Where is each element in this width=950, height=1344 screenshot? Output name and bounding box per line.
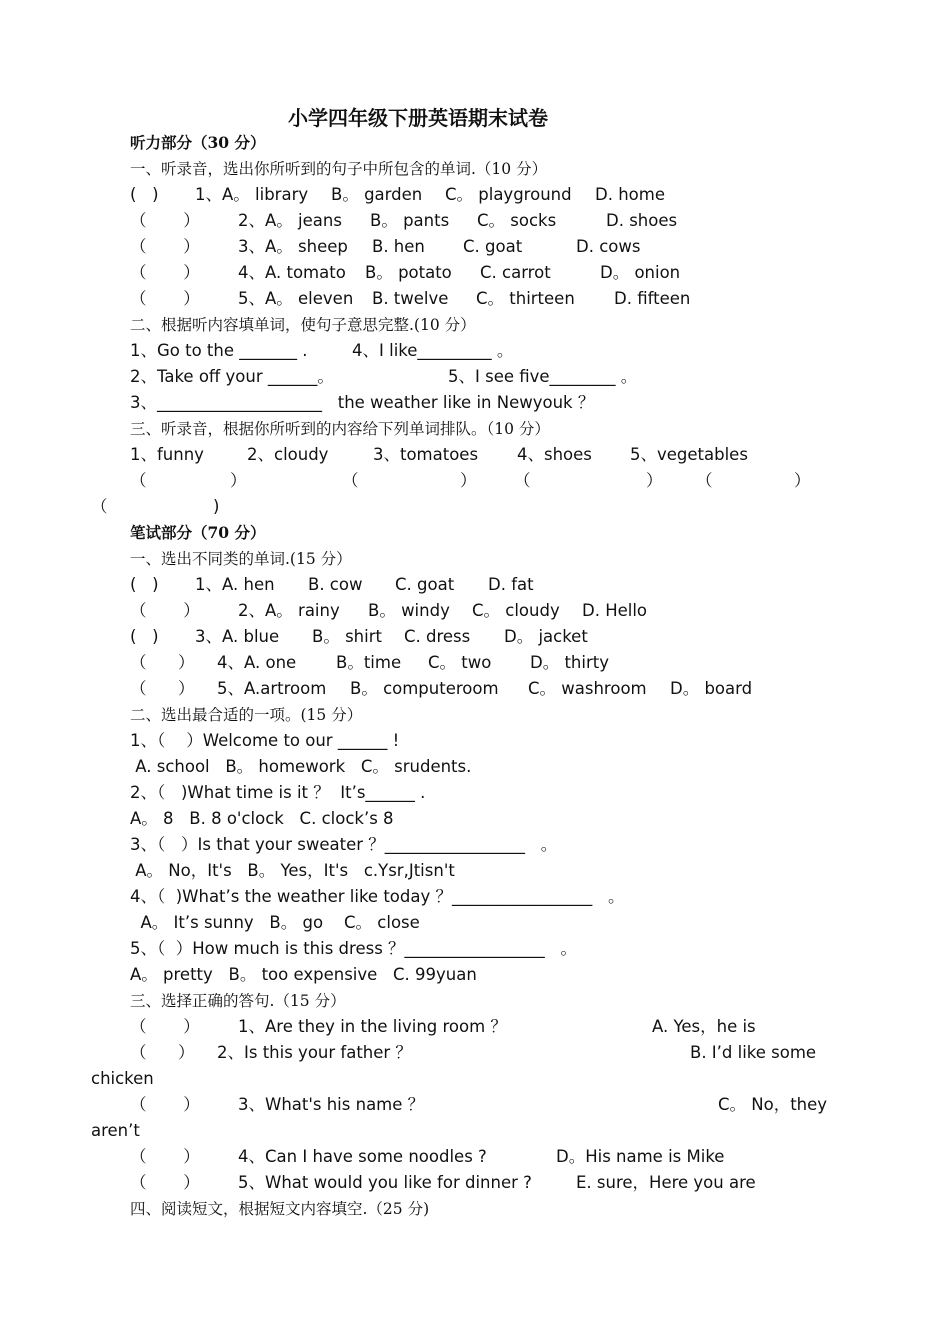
written-s3-instruction: 三、选择正确的答句.（15 分） [130, 992, 346, 1010]
answer-paren: （ ） [130, 289, 200, 308]
option-b: B。 shirt [312, 627, 382, 646]
option-c: C. goat [395, 575, 455, 594]
fill-row [130, 338, 880, 364]
option-d: D。 onion [600, 263, 681, 282]
word-item: 2、cloudy [247, 445, 329, 464]
option-c: C. carrot [480, 263, 551, 282]
mc-options-5: A。 pretty B。 too expensive C. 99yuan [130, 965, 477, 984]
option-b: B. hen [372, 237, 425, 256]
match-row [130, 1170, 880, 1196]
option-d: D. shoes [606, 211, 678, 230]
paren-open: （ [91, 497, 108, 516]
paren-close: ） [646, 471, 663, 490]
answer-paren: ( ) [130, 627, 159, 646]
answer-paren: （ ） [130, 601, 200, 620]
written-heading: 笔试部分（70 分） [130, 523, 266, 542]
paren-close: ） [794, 471, 811, 490]
answer-paren: ( ) [130, 575, 159, 594]
match-answer-wrap: aren’t [91, 1121, 140, 1140]
question-row [130, 624, 880, 650]
option-d: D. fat [488, 575, 534, 594]
option-a: 5、A.artroom [217, 679, 327, 698]
mc-options-3: A。 No，It's B。 Yes，It's c.Ysr,Jtisn't [130, 861, 455, 880]
option-a: 2、A。 rainy [238, 601, 340, 620]
option-c: C. goat [463, 237, 523, 256]
fill-blank-3: 3、____________________ the weather like in Newyouk ？ [130, 393, 595, 412]
match-question: 4、Can I have some noodles ? [238, 1147, 487, 1166]
question-row [130, 260, 880, 286]
mc-question-1: 1、（ ）Welcome to our ______ ! [130, 731, 400, 750]
match-answer: B. I’d like some [690, 1043, 817, 1062]
option-c: C。 thirteen [476, 289, 575, 308]
listening-s1-instruction: 一、听录音，选出你所听到的句子中所包含的单词.（10 分） [130, 160, 548, 178]
question-row [130, 650, 880, 676]
match-question: 2、Is this your father ？ [217, 1043, 412, 1062]
fill-blank-2: 2、Take off your ______。 [130, 367, 334, 386]
paren-open: （ [342, 471, 359, 490]
match-question: 5、What would you like for dinner ? [238, 1173, 532, 1192]
word-item: 4、shoes [517, 445, 592, 464]
option-b: B。 pants [370, 211, 450, 230]
question-row [130, 598, 880, 624]
question-row [130, 234, 880, 260]
answer-paren: （ ） [130, 237, 200, 256]
listening-s2-instruction: 二、根据听内容填单词，使句子意思完整.(10 分） [130, 316, 476, 334]
option-b: B。 windy [368, 601, 450, 620]
match-answer: C。 No，they [718, 1095, 828, 1114]
mc-options-1: A. school B。 homework C。 srudents. [130, 757, 472, 776]
option-d: D. fifteen [614, 289, 691, 308]
word-row [130, 442, 880, 468]
paren-close: ） [460, 471, 477, 490]
match-question: 1、Are they in the living room ？ [238, 1017, 507, 1036]
match-question: 3、What's his name ？ [238, 1095, 425, 1114]
fill-blank-5: 5、I see five________ 。 [448, 367, 638, 386]
match-answer-wrap: chicken [91, 1069, 154, 1088]
option-b: B。 computeroom [350, 679, 499, 698]
option-d: D. home [595, 185, 665, 204]
option-a: 2、A。 jeans [238, 211, 342, 230]
exam-title: 小学四年级下册英语期末试卷 [288, 106, 548, 130]
paren-open: （ [696, 471, 713, 490]
question-row [130, 572, 880, 598]
match-row [130, 1092, 880, 1118]
answer-paren: （ ） [130, 263, 200, 282]
word-item: 3、tomatoes [373, 445, 479, 464]
paren-open: （ [514, 471, 531, 490]
match-row [130, 1144, 880, 1170]
paren-open: （ [130, 471, 147, 490]
mc-options-4: A。 It’s sunny B。 go C。 close [130, 913, 420, 932]
mc-question-2: 2、（ )What time is it ？ It’s______ . [130, 783, 426, 802]
option-a: 4、A. one [217, 653, 297, 672]
fill-row [130, 364, 880, 390]
option-a: 5、A。 eleven [238, 289, 354, 308]
answer-paren: （ ） [130, 1173, 200, 1192]
answer-paren: （ ） [130, 679, 195, 698]
option-a: 1、A. hen [195, 575, 275, 594]
answer-paren: （ ） [130, 1017, 200, 1036]
option-b: B。 potato [365, 263, 452, 282]
match-row [130, 1040, 880, 1066]
mc-question-5: 5、（ ）How much is this dress ？_________________ 。 [130, 939, 578, 958]
written-s2-instruction: 二、选出最合适的一项。(15 分） [130, 706, 363, 724]
mc-question-4: 4、（ )What’s the weather like today ？_________________ 。 [130, 887, 625, 906]
answer-paren: （ ） [130, 1043, 195, 1062]
option-c: C。 two [428, 653, 492, 672]
question-row [130, 676, 880, 702]
option-d: D. Hello [582, 601, 648, 620]
match-answer: D。His name is Mike [556, 1147, 725, 1166]
answer-paren: ( ) [130, 185, 159, 204]
option-c: C. dress [404, 627, 471, 646]
option-b: B。 garden [331, 185, 423, 204]
option-c: C。 playground [445, 185, 572, 204]
written-s4-instruction: 四、阅读短文，根据短文内容填空.（25 分) [130, 1200, 430, 1218]
option-d: D。 jacket [504, 627, 588, 646]
option-d: D. cows [576, 237, 641, 256]
option-d: D。 thirty [530, 653, 609, 672]
option-c: C。 washroom [528, 679, 647, 698]
match-answer: A. Yes，he is [652, 1017, 756, 1036]
order-parens-row [130, 468, 880, 494]
listening-s3-instruction: 三、听录音，根据你所听到的内容给下列单词排队。（10 分） [130, 420, 550, 438]
fill-blank-1: 1、Go to the _______ . [130, 341, 308, 360]
question-row [130, 182, 880, 208]
mc-options-2: A。 8 B. 8 o'clock C. clock’s 8 [130, 809, 394, 828]
option-b: B。time [336, 653, 402, 672]
option-d: D。 board [670, 679, 753, 698]
option-b: B. twelve [372, 289, 449, 308]
question-row [130, 286, 880, 312]
option-c: C。 cloudy [472, 601, 560, 620]
answer-paren: （ ） [130, 1095, 200, 1114]
fill-blank-4: 4、I like_________ 。 [352, 341, 514, 360]
answer-paren: （ ） [130, 1147, 200, 1166]
option-a: 3、A。 sheep [238, 237, 348, 256]
option-c: C。 socks [477, 211, 557, 230]
paren-close: ) [213, 497, 220, 516]
mc-question-3: 3、（ ）Is that your sweater ？_________________ 。 [130, 835, 558, 854]
order-parens-row [91, 494, 880, 520]
word-item: 1、funny [130, 445, 204, 464]
answer-paren: （ ） [130, 211, 200, 230]
option-b: B. cow [308, 575, 363, 594]
option-a: 3、A. blue [195, 627, 280, 646]
question-row [130, 208, 880, 234]
option-a: 4、A. tomato [238, 263, 346, 282]
paren-close: ） [230, 471, 247, 490]
listening-heading: 听力部分（30 分） [130, 133, 266, 152]
match-row [130, 1014, 880, 1040]
option-a: 1、A。 library [195, 185, 309, 204]
written-s1-instruction: 一、选出不同类的单词.(15 分） [130, 550, 352, 568]
word-item: 5、vegetables [630, 445, 748, 464]
answer-paren: （ ） [130, 653, 195, 672]
match-answer: E. sure，Here you are [576, 1173, 756, 1192]
